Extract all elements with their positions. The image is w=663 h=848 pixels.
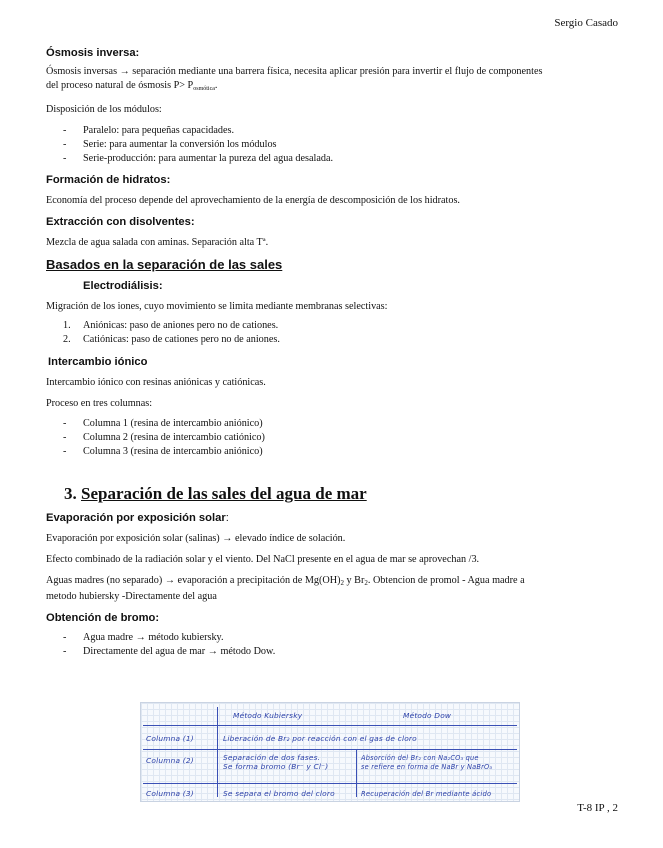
list-item: - Paralelo: para pequeñas capacidades. xyxy=(63,124,621,138)
list-item: - Serie-producción: para aumentar la pureza del agua desalada. xyxy=(63,152,621,166)
table-divider xyxy=(217,707,218,797)
table-divider xyxy=(143,783,517,784)
list-item: - Serie: para aumentar la conversión los módulos xyxy=(63,138,621,152)
heading-osmosis: Ósmosis inversa: xyxy=(46,47,140,59)
aguas-madres-line-2: metodo hubiersky -Directamente del agua xyxy=(46,591,217,602)
disolventes-text: Mezcla de agua salada con aminas. Separación alta Tª. xyxy=(46,237,269,248)
page-number: T-8 IP , 2 xyxy=(577,802,618,814)
proceso-intro: Proceso en tres columnas: xyxy=(46,398,153,409)
hidratos-text: Economía del proceso depende del aprovechamiento de la energía de descomposición de los hidratos. xyxy=(46,195,460,206)
handwritten-cell: Liberación de Br₂ por reacción con el gas de cloro xyxy=(223,734,417,743)
author-name: Sergio Casado xyxy=(554,17,618,29)
list-item: - Columna 2 (resina de intercambio catiónico) xyxy=(63,431,621,445)
heading-sales: Basados en la separación de las sales xyxy=(46,257,283,272)
heading-evaporacion: Evaporación por exposición solar: xyxy=(46,512,229,524)
list-item: - Directamente del agua de mar → método Dow. xyxy=(63,645,621,659)
heading-intercambio-ionico: Intercambio iónico xyxy=(48,356,148,368)
list-item: - Columna 3 (resina de intercambio aniónico) xyxy=(63,445,621,459)
handwritten-row-label: Columna (3) xyxy=(146,789,194,798)
intercambio-text: Intercambio iónico con resinas aniónicas y catiónicas. xyxy=(46,377,266,388)
section-3-title: 3. Separación de las sales del agua de mar xyxy=(64,484,367,503)
heading-disolventes: Extracción con disolventes: xyxy=(46,216,195,228)
electrodialisis-list xyxy=(46,319,621,347)
heading-hidratos: Formación de hidratos: xyxy=(46,174,171,186)
handwritten-cell: Recuperación del Br mediante ácido xyxy=(361,790,492,798)
handwritten-table-image xyxy=(140,702,520,802)
list-item: - Columna 1 (resina de intercambio aniónico) xyxy=(63,417,621,431)
osmosis-line-2: del proceso natural de ósmosis $P> P_{osmótica}$. xyxy=(46,80,218,92)
handwritten-row-label: Columna (2) xyxy=(146,756,194,765)
table-divider xyxy=(143,725,517,726)
aguas-madres-line-1: Aguas madres (no separado) → evaporación a precipitación de Mg(OH)2 y Br2. Obtencion de promol - Agua madre a xyxy=(46,575,525,587)
handwritten-cell: Se separa el bromo del cloro xyxy=(223,789,335,798)
bromo-list xyxy=(46,631,621,659)
handwritten-header-dow: Método Dow xyxy=(403,711,452,720)
evaporacion-line-2: Efecto combinado de la radiación solar y el viento. Del NaCl presente en el agua de mar se aprovechan /3. xyxy=(46,554,480,565)
page-content xyxy=(46,40,621,659)
list-item: 1. Aniónicas: paso de aniones pero no de cationes. xyxy=(63,320,279,331)
heading-bromo: Obtención de bromo: xyxy=(46,612,160,624)
electrodialisis-text: Migración de los iones, cuyo movimiento se limita mediante membranas selectivas: xyxy=(46,301,388,312)
handwritten-row-label: Columna (1) xyxy=(146,734,194,743)
handwritten-cell: Absorción del Br₂ con Na₂CO₃ que se refiere en forma de NaBr y NaBrO₃ xyxy=(361,754,493,771)
modules-intro: Disposición de los módulos: xyxy=(46,104,162,115)
columnas-list xyxy=(46,417,621,459)
handwritten-header-kubiersky: Método Kubiersky xyxy=(233,711,303,720)
handwritten-cell: Separación de dos fases. Se forma bromo (Br⁻ y Cl⁻) xyxy=(223,753,329,771)
table-divider xyxy=(356,749,357,797)
osmosis-line-1: Ósmosis inversas → separación mediante una barrera física, necesita aplicar presión para invertir el flujo de componentes xyxy=(46,66,543,77)
heading-electrodialisis: Electrodiálisis: xyxy=(83,280,163,292)
list-item: - Agua madre → método kubiersky. xyxy=(63,631,621,645)
modules-list xyxy=(46,124,621,166)
table-divider xyxy=(143,749,517,750)
evaporacion-line-1: Evaporación por exposición solar (salinas) → elevado índice de solación. xyxy=(46,533,346,544)
list-item: 2. Catiónicas: paso de cationes pero no de aniones. xyxy=(63,334,280,345)
